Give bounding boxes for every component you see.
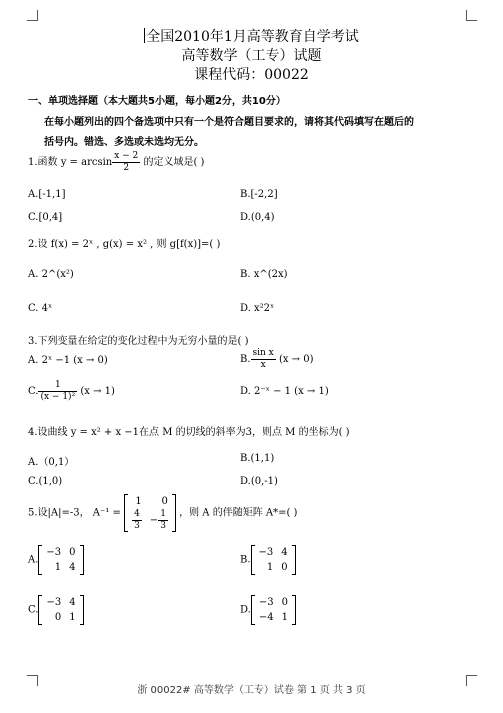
option-c: C.(1,0)	[28, 476, 63, 487]
instruction-line: 在每小题列出的四个备选项中只有一个是符合题目要求的，请将其代码填写在题后的	[44, 117, 414, 128]
option-c: C. $\frac{1}{\text{(x − 1)²}}$ (x → 1)	[28, 380, 115, 402]
question-4: 4.设曲线 y = x² + x −1在点 M 的切线的斜率为3，则点 M 的坐标为( )	[28, 427, 350, 438]
option-c: C. −3 4 0 1	[28, 595, 84, 625]
fraction: $\frac{\text{sin x}}{x}$	[252, 348, 274, 370]
option-a: A. 2^(x²)	[28, 269, 74, 280]
matrix: −3 4 0 1	[38, 595, 83, 625]
option-d: D. x²2ˣ	[240, 303, 275, 314]
option-d: D.(0,-1)	[240, 476, 278, 487]
inverse-matrix: 1 0 $\frac{4}{3}$ − $\frac{1}{3}$	[124, 494, 176, 532]
instruction-line: 括号内。错选、多选或未选均无分。	[44, 137, 204, 148]
exam-subject: 高等数学（工专）试题	[181, 48, 322, 64]
option-b: B.(1,1)	[240, 453, 275, 464]
matrix: −3 0 1 4	[38, 545, 83, 575]
option-d: D. −3 0 −4 1	[240, 595, 296, 625]
question-5: 5.设|A|=-3， A⁻¹ = 1 0 $\frac{4}{3}$ − $\frac{1}{3}$ ，则 A 的伴随矩阵 A*=( )	[28, 496, 298, 531]
question-3: 3.下列变量在给定的变化过程中为无穷小量的是( )	[28, 336, 249, 347]
option-a: A.（0,1）	[28, 457, 75, 468]
option-c: C.[0,4]	[28, 212, 63, 223]
matrix: −3 4 1 0	[251, 545, 296, 575]
option-b: B. $\frac{\text{sin x}}{x}$ (x → 0)	[240, 348, 314, 370]
fraction: $\frac{x - 2}{2}$	[114, 151, 139, 173]
question-2: 2.设 f(x) = 2ˣ , g(x) = x² , 则 g[f(x)]=( )	[28, 239, 221, 250]
option-a: A. −3 0 1 4	[28, 545, 84, 575]
section-title: 一、单项选择题（本大题共5小题，每小题2分，共10分）	[28, 96, 286, 107]
option-a: A.[-1,1]	[28, 189, 66, 200]
option-c: C. 4ˣ	[28, 303, 53, 314]
question-1: 1.函数 y = arcsin $\frac{x - 2}{2}$ 的定义域是( )	[28, 151, 205, 173]
option-a: A. 2ˣ −1 (x → 0)	[28, 355, 108, 366]
course-code: 课程代码：00022	[194, 67, 309, 83]
exam-title: 全国2010年1月高等教育自学考试	[146, 29, 359, 45]
option-d: D. 2⁻ˣ − 1 (x → 1)	[240, 386, 329, 397]
option-b: B.[-2,2]	[240, 189, 278, 200]
fraction: $\frac{1}{\text{(x − 1)²}}$	[40, 380, 76, 402]
option-b: B. −3 4 1 0	[240, 545, 296, 575]
page-footer: 浙 00022# 高等数学（工专）试卷 第 1 页 共 3 页	[137, 685, 366, 696]
matrix: −3 0 −4 1	[251, 595, 296, 625]
option-b: B. x^(2x)	[240, 269, 288, 280]
option-d: D.(0,4)	[240, 212, 275, 223]
corner-mark	[27, 10, 38, 21]
corner-mark	[466, 10, 477, 21]
